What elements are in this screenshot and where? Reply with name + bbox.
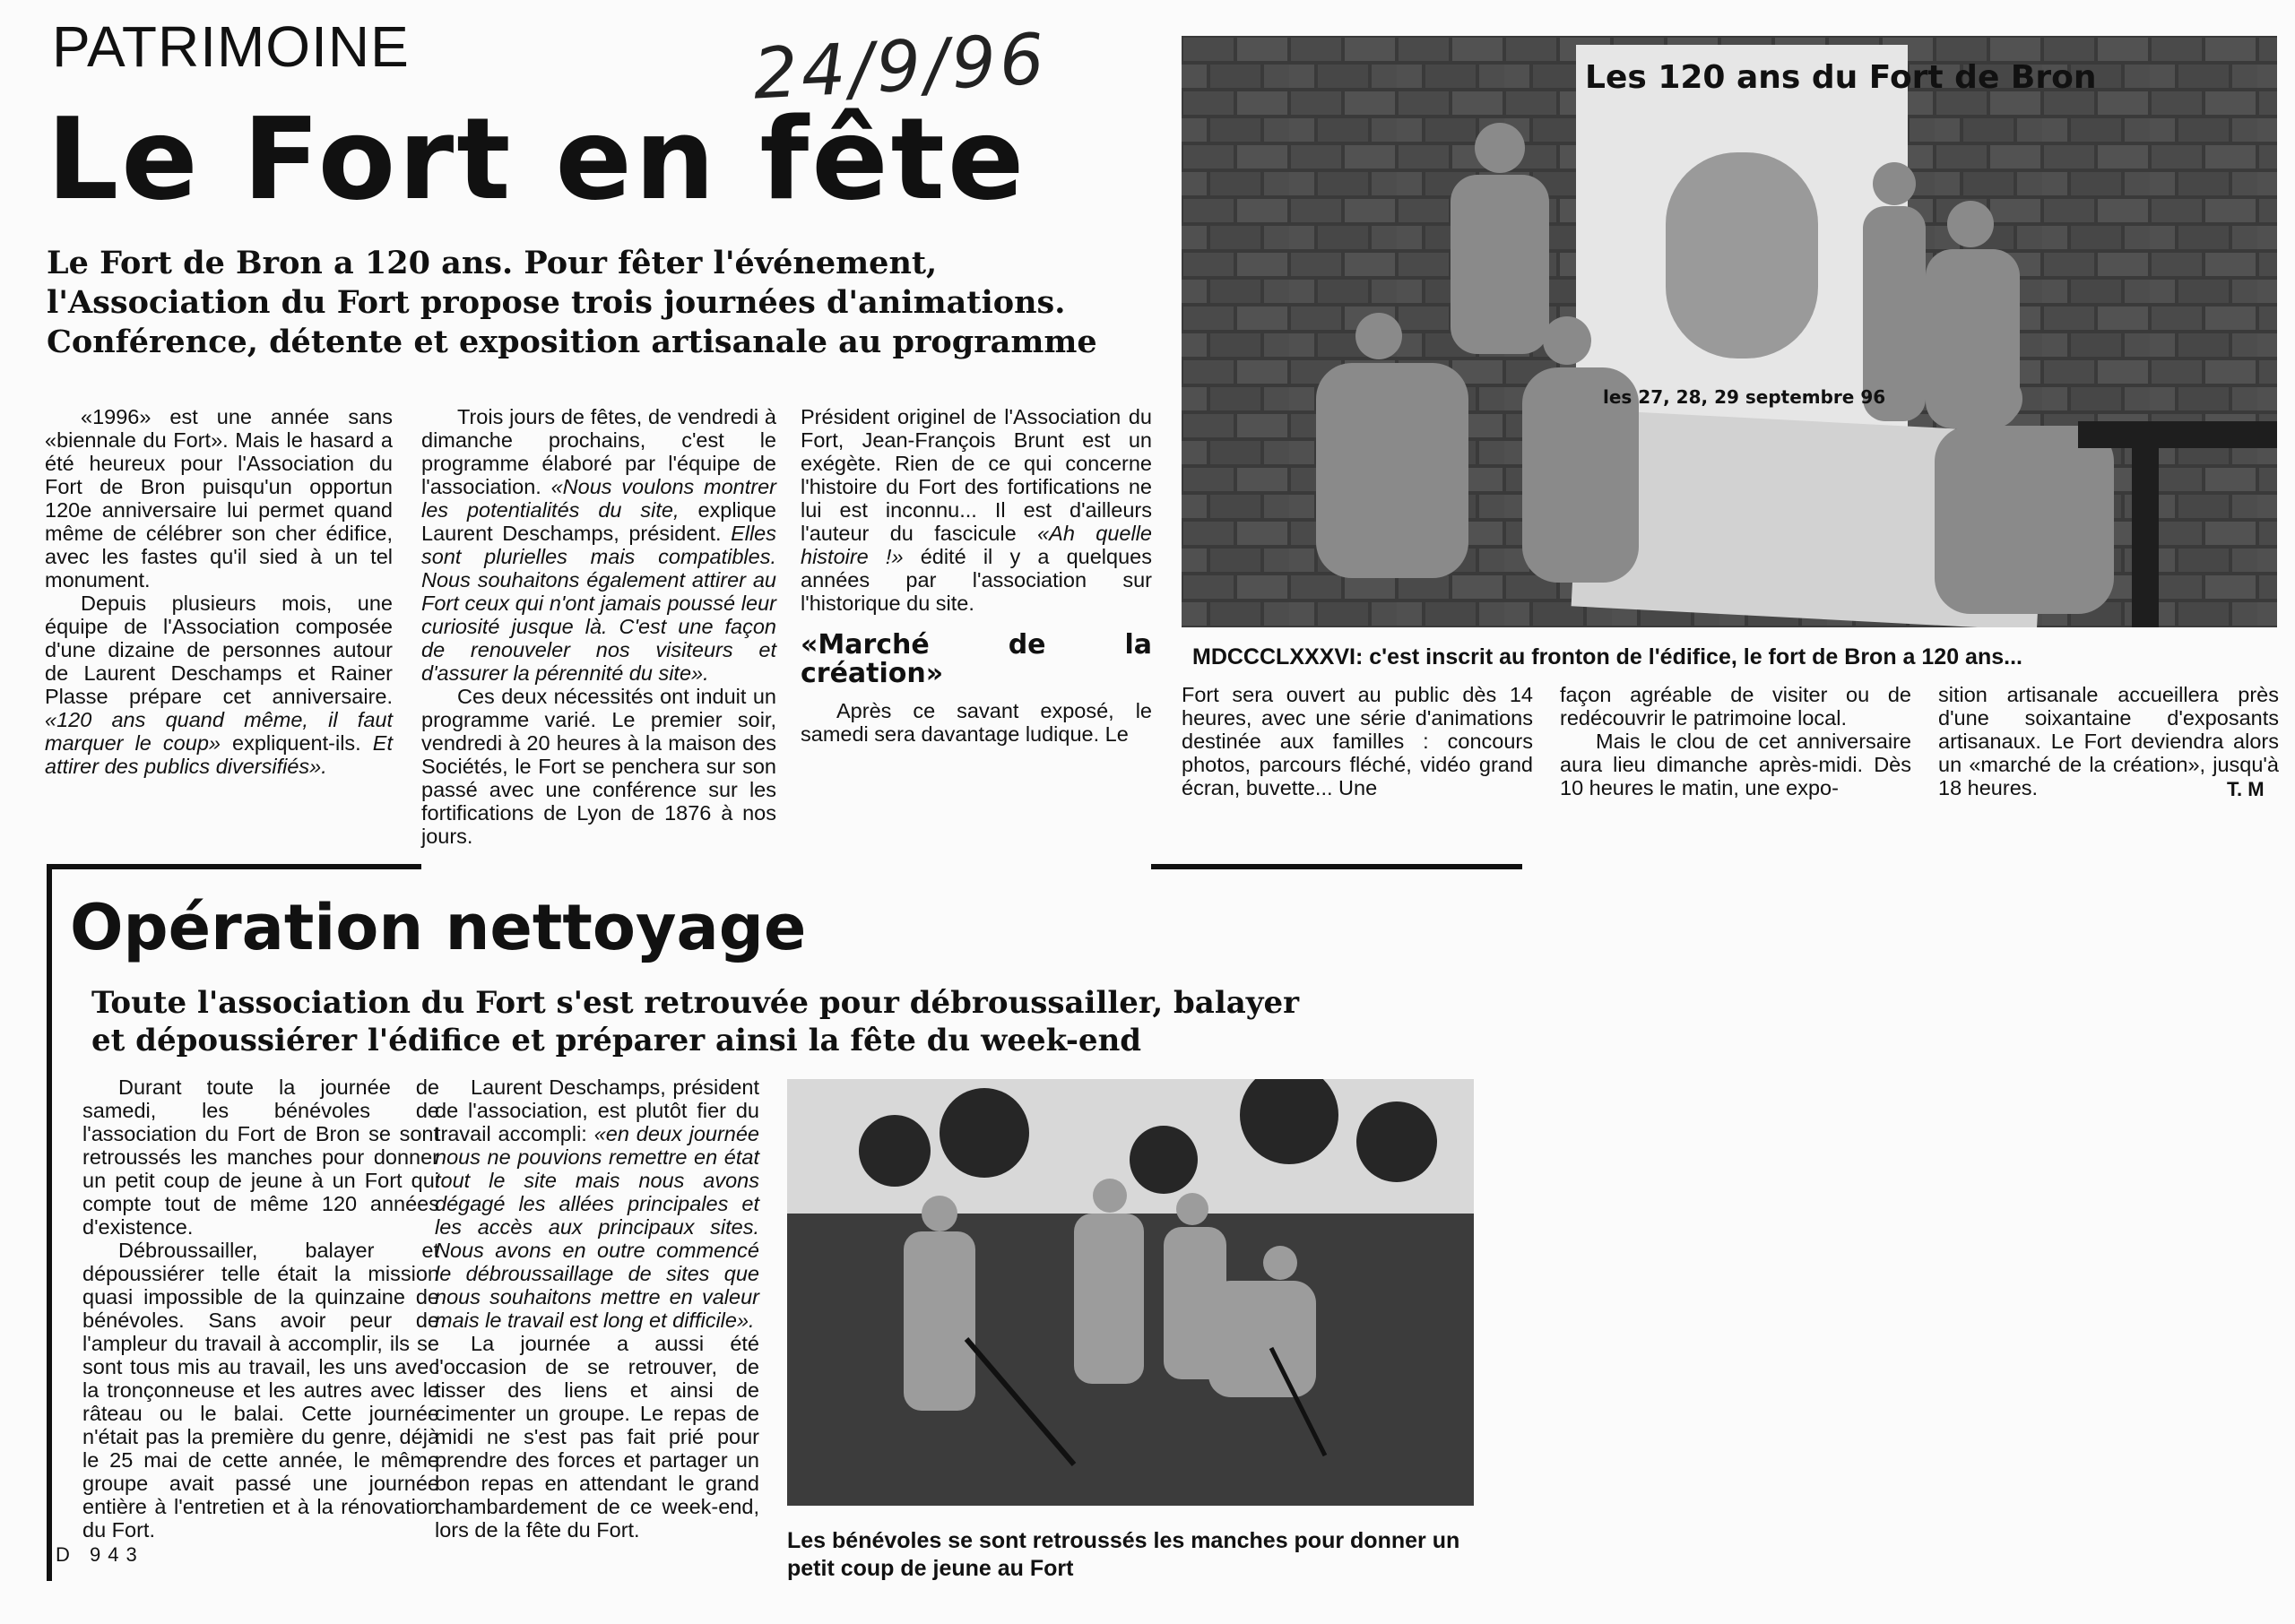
handwritten-date: 24/9/96	[750, 19, 1050, 116]
paragraph: Après ce savant exposé, le samedi sera davantage ludique. Le	[801, 699, 1152, 746]
paragraph: Président originel de l'Association du Fort, Jean-François Brunt est un exégète. Rien de ce qui concerne l'histoire du Fort des fortifications ne lui est inconnu... Il est d'ailleurs l'auteur du fascicule «Ah quelle histoire !» édité il y a quelques années par l'association sur l'historique du site.	[801, 405, 1152, 615]
paragraph: Débroussailler, balayer et dépoussiérer telle était la mission quasi impossible de la quinzaine de bénévoles. Sans avoir peur de l'ampleur du travail à accomplir, ils se sont tous mis au travail, les uns avec la tronçonneuse et les autres avec le râteau ou le balai. Cette journée n'était pas la première du genre, déjà le 25 mai de cette année, le même groupe avait passé une journée entière à l'entretien et à la rénovation du Fort.	[82, 1239, 439, 1542]
author-signature: T. M	[2227, 778, 2265, 800]
article-headline: Le Fort en fête	[47, 93, 1027, 225]
section-rubric: PATRIMOINE	[52, 14, 410, 79]
subheading: «Marché de la création»	[801, 629, 1152, 689]
article-column-1	[45, 405, 393, 778]
paragraph: façon agréable de visiter ou de redécouvrir le patrimoine local.	[1560, 683, 1911, 730]
article-column-2	[421, 405, 776, 848]
article-deck: Le Fort de Bron a 120 ans. Pour fêter l'événement, l'Association du Fort propose trois journées d'animations. Conférence, détente et exposition artisanale au programme	[47, 245, 1097, 360]
paragraph: Depuis plusieurs mois, une équipe de l'Association composée d'une dizaine de personnes autour de Laurent Deschamps et Rainer Plasse prépare cet anniversaire. «120 ans quand même, il faut marquer le coup» expliquent-ils. Et attirer des publics diversifiés».	[45, 592, 393, 778]
paragraph: Ces deux nécessités ont induit un programme varié. Le premier soir, vendredi à 20 heures à la maison des Sociétés, le Fort se penchera sur son passé avec une conférence sur les fortifications de Lyon de 1876 à nos jours.	[421, 685, 776, 848]
fort-photo	[1182, 36, 2277, 627]
volunteers-image	[787, 1079, 1474, 1506]
poster-title: Les 120 ans du Fort de Bron	[1585, 59, 2097, 96]
paragraph: Fort sera ouvert au public dès 14 heures, avec une série d'animations destinée aux familles : concours photos, parcours fléché, vidéo grand écran, buvette... Une	[1182, 683, 1533, 799]
section-rule	[47, 864, 421, 869]
paragraph: Laurent Deschamps, président de l'association, est plutôt fier du travail accompli: «en deux journée nous ne pouvions remettre en état tout le site mais nous avons dégagé les allées principales et les accès aux principaux sites. Nous avons en outre commencé le débroussaillage de sites que nous souhaitons mettre en valeur mais le travail est long et difficile».	[435, 1075, 759, 1332]
page-reference: D 943	[56, 1543, 144, 1566]
paragraph: La journée a aussi été l'occasion de se retrouver, de tisser des liens et ainsi de cimenter un groupe. Le repas de midi ne s'est pas fait prié pour prendre des forces et partager un bon repas en attendant le grand chambardement de ce week-end, lors de la fête du Fort.	[435, 1332, 759, 1542]
section-rule-vertical	[47, 864, 52, 1581]
paragraph: Mais le clou de cet anniversaire aura lieu dimanche après-midi. Dès 10 heures le matin, une expo-	[1560, 730, 1911, 799]
article-column-1	[82, 1075, 439, 1542]
article-column-3	[801, 405, 1152, 746]
stone-wall-image	[1182, 36, 2277, 627]
section-rule	[1151, 864, 1522, 869]
volunteers-photo	[787, 1079, 1474, 1506]
article-column-2	[435, 1075, 759, 1542]
paragraph: «1996» est une année sans «biennale du Fort». Mais le hasard a été heureux pour l'Association du Fort de Bron puisqu'un opportun 120e anniversaire lui permet quand même de célébrer son cher édifice, avec les fastes qu'il sied à un tel monument.	[45, 405, 393, 592]
poster-dates: les 27, 28, 29 septembre 96	[1603, 386, 1886, 408]
article-deck: Toute l'association du Fort s'est retrouvée pour débroussailler, balayer et dépoussiérer l'édifice et préparer ainsi la fête du week-end	[91, 985, 1300, 1058]
article-headline: Opération nettoyage	[70, 891, 807, 964]
article-column-4	[1182, 683, 1533, 799]
paragraph: Trois jours de fêtes, de vendredi à dimanche prochains, c'est le programme élaboré par l'équipe de l'association. «Nous voulons montrer les potentialités du site, explique Laurent Deschamps, président. Elles sont plurielles mais compatibles. Nous souhaitons également attirer au Fort ceux qui n'ont jamais poussé leur curiosité jusque là. C'est une façon de renouveler nos visiteurs et d'assurer la pérennité du site».	[421, 405, 776, 685]
article-column-5	[1560, 683, 1911, 799]
photo-caption: MDCCCLXXXVI: c'est inscrit au fronton de l'édifice, le fort de Bron a 120 ans...	[1192, 644, 2022, 669]
paragraph: Durant toute la journée de samedi, les bénévoles de l'association du Fort de Bron se sont retroussés les manches pour donner un petit coup de jeune à un Fort qui compte tout de même 120 années d'existence.	[82, 1075, 439, 1239]
photo-caption: Les bénévoles se sont retroussés les manches pour donner un petit coup de jeune au Fort	[787, 1528, 1460, 1581]
paragraph: sition artisanale accueillera près d'une soixantaine d'exposants artisanaux. Le Fort deviendra alors un «marché de la création», jusqu'à 18 heures.	[1938, 683, 2279, 799]
